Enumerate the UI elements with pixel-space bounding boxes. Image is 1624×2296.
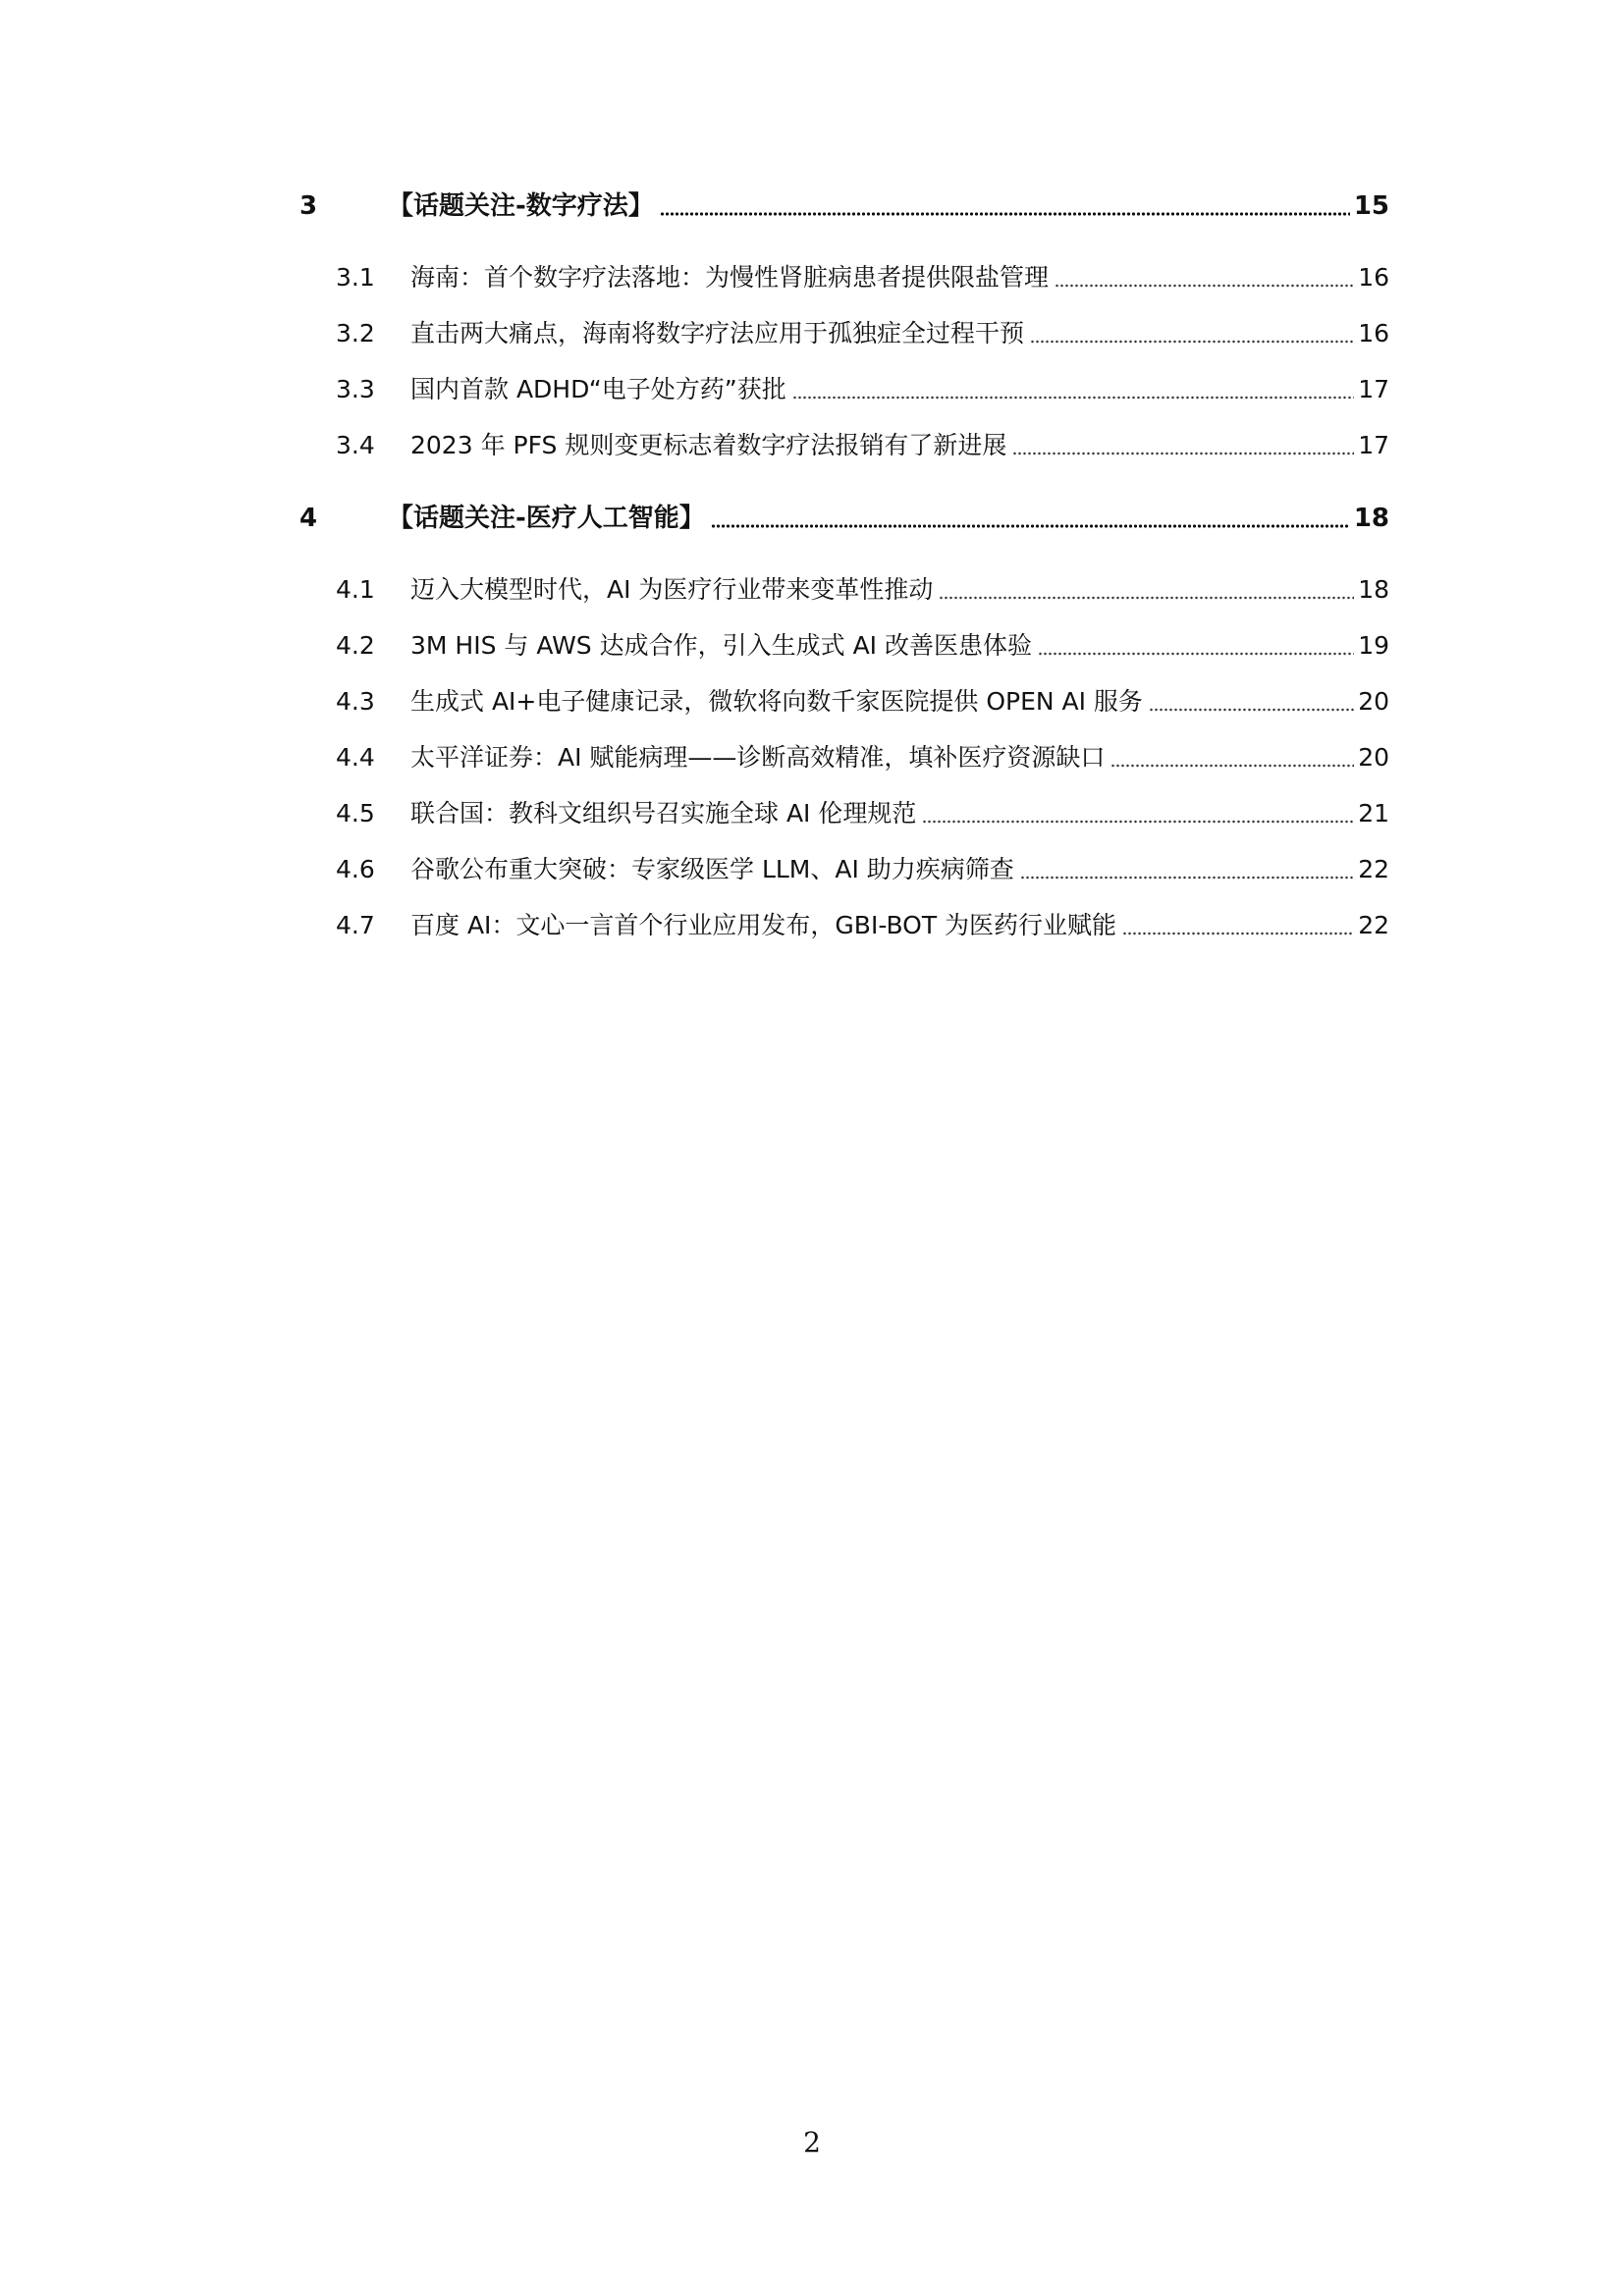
section-number: 4.7 [336,911,375,939]
section-title: 百度 AI：文心一言首个行业应用发布，GBI-BOT 为医药行业赋能 [410,911,1117,939]
section-title: 国内首款 ADHD“电子处方药”获批 [410,375,786,403]
section-page-number: 18 [1358,575,1389,604]
section-number: 4.6 [336,855,375,883]
dot-leader [1030,340,1354,344]
toc-section-3-1[interactable] [299,258,1389,297]
dot-leader [660,212,1350,216]
dot-leader [1122,932,1354,935]
section-title: 2023 年 PFS 规则变更标志着数字疗法报销有了新进展 [410,431,1007,459]
section-number: 4.5 [336,799,375,828]
chapter-title: 【话题关注-数字疗法】 [388,191,654,221]
section-title: 迈入大模型时代，AI 为医疗行业带来变革性推动 [410,575,934,604]
section-page-number: 22 [1358,855,1389,883]
dot-leader [922,820,1354,824]
section-number: 4.2 [336,631,375,660]
dot-leader [711,524,1350,528]
chapter-number: 4 [299,504,318,533]
toc-section-3-3[interactable] [299,370,1389,409]
toc-section-3-4[interactable] [299,426,1389,465]
section-title: 谷歌公布重大突破：专家级医学 LLM、AI 助力疾病筛查 [410,855,1014,883]
section-title: 太平洋证券：AI 赋能病理——诊断高效精准，填补医疗资源缺口 [410,743,1106,772]
section-page-number: 17 [1358,375,1389,403]
section-page-number: 20 [1358,687,1389,716]
section-title: 生成式 AI+电子健康记录，微软将向数千家医院提供 OPEN AI 服务 [410,687,1143,716]
dot-leader [1020,876,1354,880]
chapter-page-number: 18 [1353,504,1389,533]
section-page-number: 16 [1358,263,1389,292]
toc-chapter-3[interactable] [299,187,1389,226]
section-title: 联合国：教科文组织号召实施全球 AI 伦理规范 [410,799,917,828]
dot-leader [1038,652,1354,656]
chapter-number: 3 [299,191,318,221]
section-number: 4.4 [336,743,375,772]
toc-section-4-6[interactable] [299,850,1389,889]
toc-section-4-3[interactable] [299,682,1389,721]
dot-leader [1012,452,1354,455]
section-page-number: 21 [1358,799,1389,828]
section-title: 直击两大痛点，海南将数字疗法应用于孤独症全过程干预 [410,319,1025,347]
section-page-number: 20 [1358,743,1389,772]
section-number: 3.4 [336,431,375,459]
section-page-number: 19 [1358,631,1389,660]
section-page-number: 16 [1358,319,1389,347]
section-title: 3M HIS 与 AWS 达成合作，引入生成式 AI 改善医患体验 [410,631,1032,660]
toc-chapter-4[interactable] [299,499,1389,538]
chapter-title: 【话题关注-医疗人工智能】 [388,504,705,533]
dot-leader [1149,708,1354,712]
section-title: 海南：首个数字疗法落地：为慢性肾脏病患者提供限盐管理 [410,263,1050,292]
section-number: 3.2 [336,319,375,347]
section-number: 3.1 [336,263,375,292]
toc-section-4-2[interactable] [299,626,1389,666]
toc-section-3-2[interactable] [299,314,1389,353]
section-number: 4.3 [336,687,375,716]
dot-leader [1110,764,1354,768]
toc-section-4-1[interactable] [299,570,1389,610]
dot-leader [1055,284,1354,288]
section-number: 3.3 [336,375,375,403]
section-page-number: 22 [1358,911,1389,939]
section-page-number: 17 [1358,431,1389,459]
page-number: 2 [803,2126,821,2159]
section-number: 4.1 [336,575,375,604]
toc-section-4-4[interactable] [299,738,1389,777]
toc-section-4-5[interactable] [299,794,1389,833]
toc-section-4-7[interactable] [299,906,1389,945]
dot-leader [792,396,1354,400]
dot-leader [939,596,1354,600]
chapter-page-number: 15 [1353,191,1389,221]
